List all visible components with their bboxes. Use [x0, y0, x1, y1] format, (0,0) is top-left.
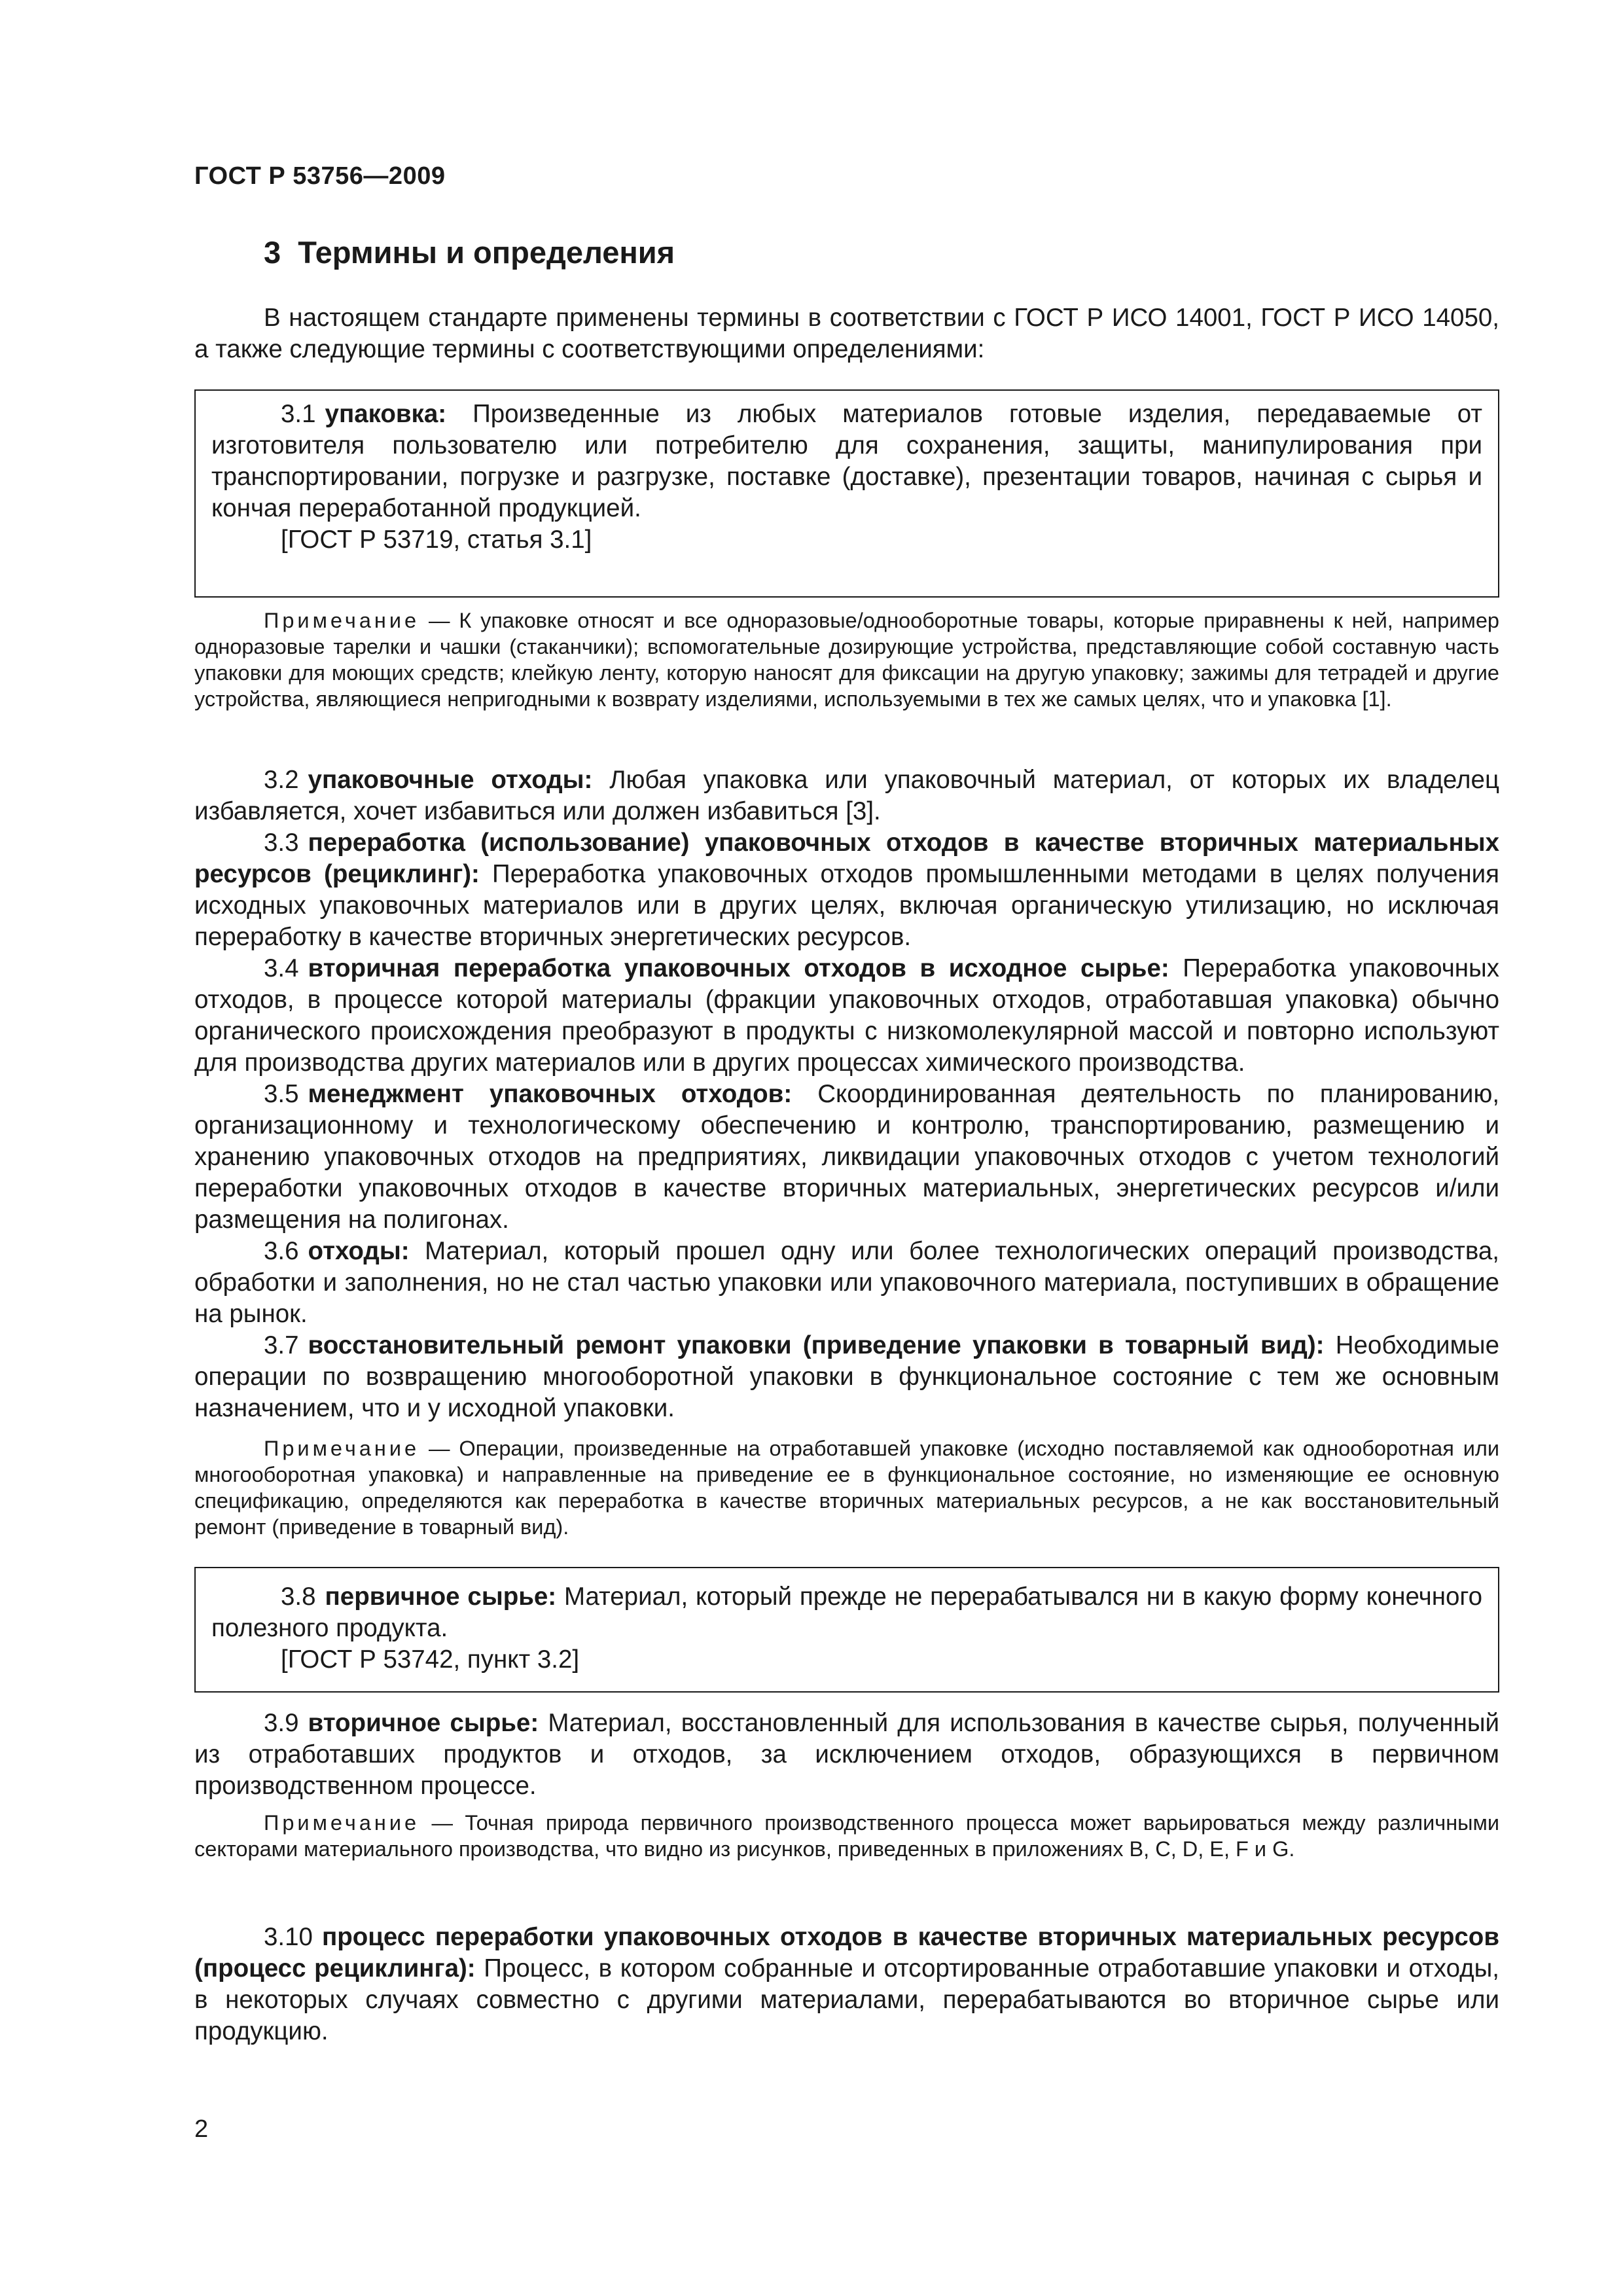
- term-3-2: [194, 764, 1499, 827]
- term-name: менеджмент упаковочных отходов:: [308, 1080, 793, 1108]
- page-number: 2: [194, 2115, 209, 2143]
- term-number: 3.10: [264, 1923, 313, 1951]
- boxed-term-3-1: [194, 389, 1499, 598]
- term-definition: Любая упаковка или упаковочный материал, от которых их владелец избавляется, хочет избавиться или должен избавиться [3].: [194, 766, 1499, 825]
- note-text: К упаковке относят и все одноразовые/однооборотные товары, которые приравнены к ней, например одноразовые тарелки и чашки (стаканчики); вспомогательные дозирующие устройства, представляющие собой составную часть упаковки для моющих средств; клейкую ленту, которую наносят для фиксации на другую упаковку; зажимы для тетрадей и другие устройства, являющиеся непригодными к возврату изделиями, используемыми в тех же самых целях, что и упаковка [1].: [194, 609, 1500, 711]
- section-title-text: Термины и определения: [298, 235, 675, 270]
- term-number: 3.7: [264, 1331, 299, 1359]
- document-id: ГОСТ Р 53756—2009: [194, 162, 446, 190]
- term-3-9: [194, 1708, 1499, 1802]
- term-3-3: [194, 827, 1499, 953]
- term-reference: [ГОСТ Р 53742, пункт 3.2]: [281, 1645, 580, 1674]
- note-dash: —: [431, 1811, 453, 1835]
- term-number: 3.6: [264, 1237, 299, 1265]
- term-definition: Материал, который прежде не перерабатывался ни в какую форму конечного полезного продукта.: [211, 1583, 1482, 1642]
- term-3-7: [194, 1330, 1499, 1424]
- term-definition: Скоординированная деятельность по планированию, организационному и технологическому обеспечению и контролю, транспортированию, размещению и хранению упаковочных отходов на предприятиях, ликвидации упаковочных отходов с учетом технологий переработки упаковочных отходов в качестве вторичных материальных, энергетических ресурсов и/или размещения на полигонах.: [194, 1080, 1500, 1234]
- term-name: восстановительный ремонт упаковки (приведение упаковки в товарный вид):: [308, 1331, 1325, 1359]
- term-3-5: [194, 1079, 1499, 1236]
- term-definition: Необходимые операции по возвращению многооборотной упаковки в функциональное состояние с тем же основным назначением, что и у исходной упаковки.: [194, 1331, 1500, 1422]
- term-3-4: [194, 953, 1499, 1079]
- note-label: Примечание: [264, 1811, 420, 1835]
- term-name: упаковочные отходы:: [308, 766, 593, 794]
- section-title: [264, 234, 675, 270]
- term-number: 3.1: [281, 400, 316, 428]
- note-label: Примечание: [264, 609, 420, 632]
- note-text: Операции, произведенные на отработавшей упаковке (исходно поставляемой как однооборотная или многооборотная упаковка) и направленные на приведение ее в функциональное состояние, но изменяющие ее основную спецификацию, определяются как переработка в качестве вторичных материальных ресурсов, а не как восстановительный ремонт (приведение в товарный вид).: [194, 1437, 1500, 1539]
- term-number: 3.9: [264, 1709, 299, 1737]
- term-3-10: [194, 1922, 1499, 2047]
- term-name: процесс переработки упаковочных отходов в качестве вторичных материальных ресурсов (процесс рециклинга):: [194, 1923, 1499, 1982]
- term-number: 3.8: [281, 1583, 316, 1611]
- term-definition: Переработка упаковочных отходов промышленными методами в целях получения исходных упаковочных материалов или в других целях, включая органическую утилизацию, но исключая переработку в качестве вторичных энергетических ресурсов.: [194, 860, 1500, 951]
- term-name: вторичная переработка упаковочных отходов в исходное сырье:: [308, 954, 1169, 982]
- note-dash: —: [428, 609, 450, 632]
- term-number: 3.3: [264, 829, 299, 857]
- term-3-1: [211, 399, 1482, 524]
- note-3: [194, 1810, 1499, 1862]
- term-number: 3.2: [264, 766, 299, 794]
- term-definition: Произведенные из любых материалов готовые изделия, передаваемые от изготовителя пользователю или потребителю для сохранения, защиты, манипулирования при транспортировании, погрузке и разгрузке, поставке (доставке), презентации товаров, начиная с сырья и кончая переработанной продукцией.: [211, 400, 1482, 522]
- note-1: [194, 607, 1499, 712]
- note-2: [194, 1435, 1499, 1540]
- term-reference: [ГОСТ Р 53719, статья 3.1]: [281, 526, 592, 554]
- intro-paragraph: В настоящем стандарте применены термины в соответствии с ГОСТ Р ИСО 14001, ГОСТ Р ИСО 14050, а также следующие термины с соответствующими определениями:: [194, 304, 1499, 363]
- term-name: отходы:: [308, 1237, 410, 1265]
- term-definition: Процесс, в котором собранные и отсортированные отработавшие упаковки и отходы, в некоторых случаях совместно с другими материалами, перерабатываются во вторичное сырье или продукцию.: [194, 1954, 1499, 2045]
- term-number: 3.4: [264, 954, 299, 982]
- term-name: переработка (использование) упаковочных отходов в качестве вторичных материальных ресурсов (рециклинг):: [194, 829, 1499, 888]
- note-text: Точная природа первичного производственного процесса может варьироваться между различными секторами материального производства, что видно из рисунков, приведенных в приложениях B, C, D, E, F и G.: [194, 1811, 1500, 1861]
- note-dash: —: [429, 1437, 450, 1460]
- term-name: упаковка:: [325, 400, 447, 428]
- term-definition: Переработка упаковочных отходов, в процессе которой материалы (фракции упаковочных отходов, отработавшая упаковка) обычно органического происхождения преобразуют в продукты с низкомолекулярной массой и повторно используют для производства других материалов или в других процессах химического производства.: [194, 954, 1499, 1077]
- term-number: 3.5: [264, 1080, 299, 1108]
- term-definition: Материал, восстановленный для использования в качестве сырья, полученный из отработавших продуктов и отходов, за исключением отходов, образующихся в первичном производственном процессе.: [194, 1709, 1500, 1800]
- note-label: Примечание: [264, 1437, 420, 1460]
- term-3-6: [194, 1236, 1499, 1330]
- boxed-term-3-8: [194, 1567, 1499, 1693]
- section-number: 3: [264, 235, 281, 270]
- term-3-8: [211, 1581, 1482, 1644]
- term-definition: Материал, который прошел одну или более технологических операций производства, обработки и заполнения, но не стал частью упаковки или упаковочного материала, поступивших в обращение на рынок.: [194, 1237, 1500, 1328]
- term-name: вторичное сырье:: [308, 1709, 539, 1737]
- term-name: первичное сырье:: [325, 1583, 557, 1611]
